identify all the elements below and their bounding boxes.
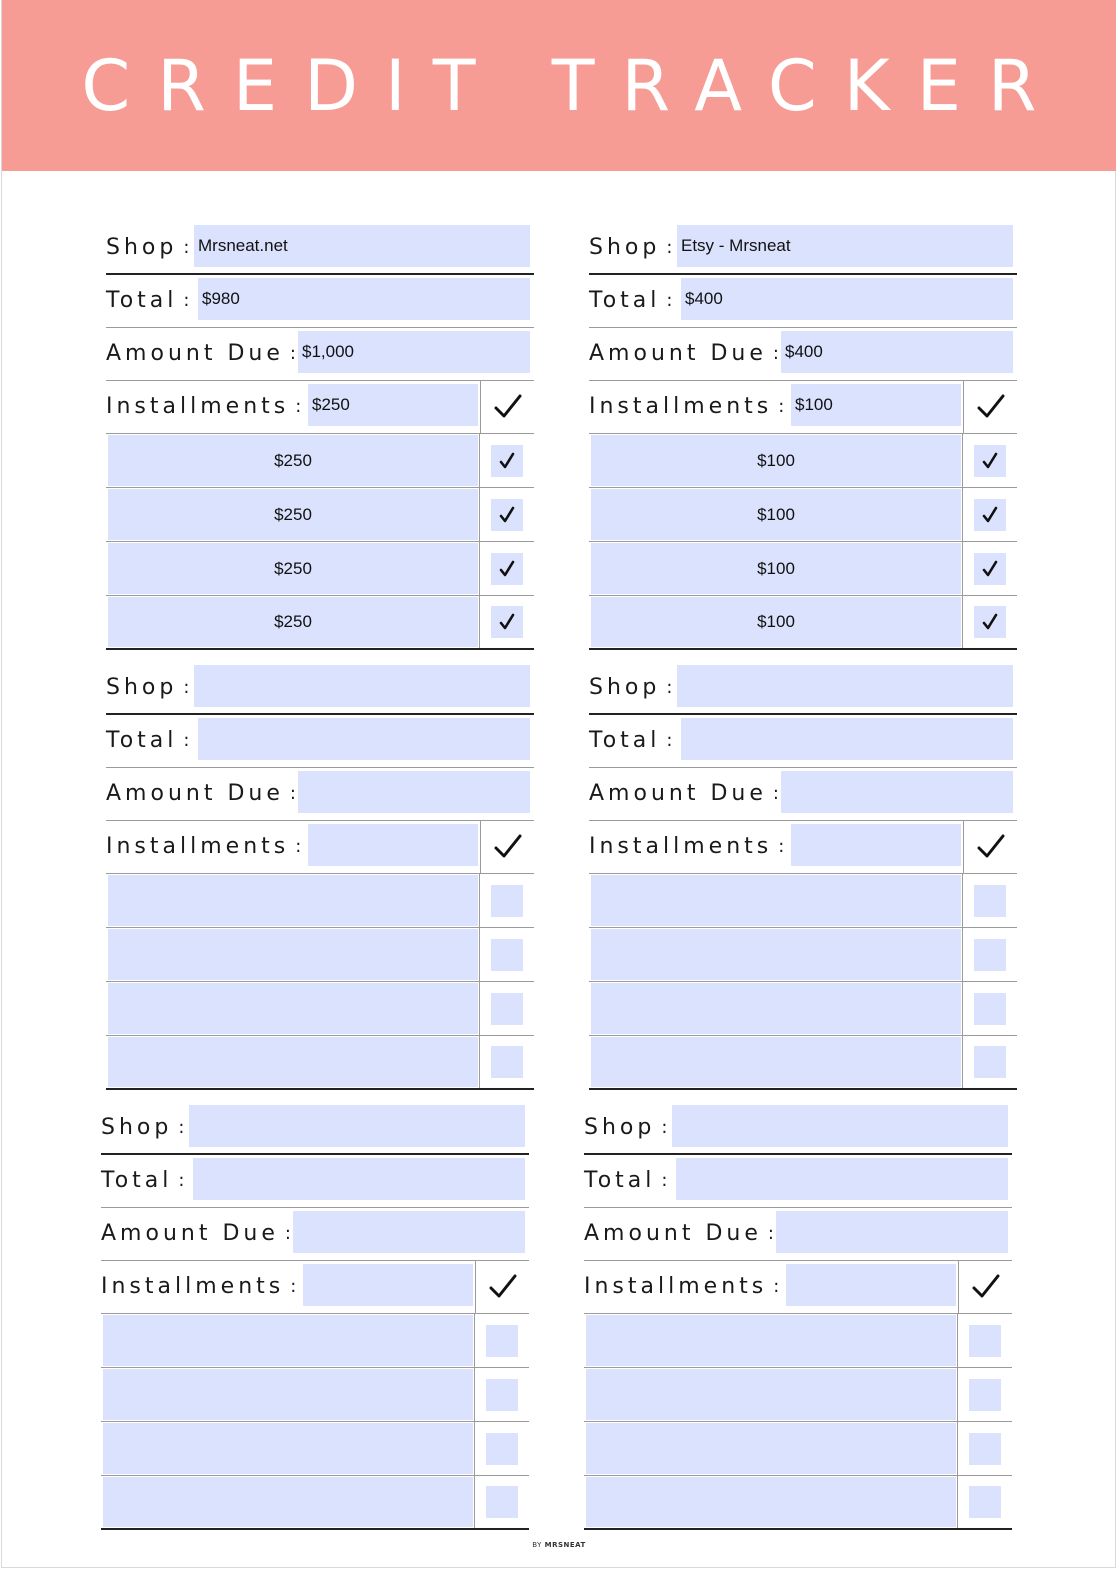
installment-row	[584, 1314, 1012, 1368]
installment-row	[101, 1422, 529, 1476]
shop-row	[584, 1102, 1012, 1155]
installment-row	[589, 928, 1017, 982]
installment-check-cell	[474, 1314, 529, 1367]
shop-label	[106, 662, 189, 713]
label-text: Total	[589, 288, 661, 313]
installment-row	[589, 488, 1017, 542]
installment-row	[101, 1314, 529, 1368]
check-header-icon	[475, 1261, 529, 1313]
paid-checkbox[interactable]	[974, 885, 1006, 917]
credit-card-block	[584, 1102, 1012, 1530]
shop-field[interactable]	[194, 665, 530, 707]
total-field[interactable]	[681, 718, 1013, 760]
installment-amount[interactable]: $250	[108, 435, 478, 486]
installment-amount[interactable]: $250	[108, 597, 478, 647]
check-icon	[498, 560, 516, 578]
amount-due-row	[106, 328, 534, 381]
label-colon: :	[773, 1276, 780, 1297]
installment-row	[589, 434, 1017, 488]
label-text: Shop	[106, 235, 178, 260]
credit-card-block	[101, 1102, 529, 1530]
label-colon: :	[666, 677, 673, 698]
label-colon: :	[183, 730, 190, 751]
label-text: Shop	[101, 1115, 173, 1140]
label-text: Installments	[106, 394, 290, 419]
check-header-icon	[963, 381, 1017, 433]
credit-card-block	[106, 222, 534, 650]
installment-check-cell	[479, 982, 534, 1035]
shop-label	[101, 1102, 184, 1153]
installments-label	[589, 381, 784, 432]
label-text: Total	[101, 1168, 173, 1193]
label-text: Installments	[589, 394, 773, 419]
shop-row	[106, 222, 534, 275]
check-icon	[498, 452, 516, 470]
shop-field[interactable]	[189, 1105, 525, 1147]
total-label	[589, 275, 672, 326]
label-colon: :	[178, 1170, 185, 1191]
installments-field[interactable]	[791, 824, 961, 866]
total-row	[101, 1155, 529, 1208]
installment-check-cell	[962, 1036, 1017, 1088]
shop-label	[106, 222, 189, 273]
installment-amount[interactable]	[108, 1037, 478, 1087]
installment-check-cell	[479, 874, 534, 927]
label-text: Shop	[589, 675, 661, 700]
paid-checkbox[interactable]	[491, 499, 523, 531]
total-row	[589, 275, 1017, 328]
installment-row	[101, 1476, 529, 1530]
installment-amount[interactable]: $100	[591, 543, 961, 594]
amount-due-field[interactable]	[293, 1211, 525, 1253]
label-colon: :	[772, 343, 779, 364]
installment-check-cell	[474, 1476, 529, 1528]
label-text: Shop	[584, 1115, 656, 1140]
total-label	[589, 715, 672, 766]
installment-check-cell	[479, 542, 534, 595]
total-label	[106, 715, 189, 766]
label-text: Amount Due	[589, 341, 767, 366]
installments-row	[589, 821, 1017, 874]
installment-amount[interactable]	[108, 929, 478, 980]
paid-checkbox[interactable]	[969, 1325, 1001, 1357]
check-header-icon	[963, 821, 1017, 873]
installment-check-cell	[479, 596, 534, 648]
label-text: Shop	[589, 235, 661, 260]
shop-label	[584, 1102, 667, 1153]
amount-due-label	[589, 768, 779, 819]
installment-row	[589, 542, 1017, 596]
installments-label	[106, 381, 301, 432]
installment-amount[interactable]	[103, 1423, 473, 1474]
installment-check-cell	[957, 1422, 1012, 1475]
shop-field[interactable]: Mrsneat.net	[194, 225, 530, 267]
total-label	[584, 1155, 667, 1206]
amount-due-row	[106, 768, 534, 821]
total-row	[106, 715, 534, 768]
installment-amount[interactable]	[108, 983, 478, 1034]
label-colon: :	[183, 290, 190, 311]
total-row	[589, 715, 1017, 768]
check-icon	[498, 506, 516, 524]
installment-check-cell	[962, 874, 1017, 927]
amount-due-field[interactable]: $1,000	[298, 331, 530, 373]
check-icon	[981, 506, 999, 524]
check-header-icon	[958, 1261, 1012, 1313]
installment-row	[584, 1422, 1012, 1476]
installment-amount[interactable]	[591, 875, 961, 926]
amount-due-field[interactable]: $400	[781, 331, 1013, 373]
check-icon	[981, 452, 999, 470]
installment-check-cell	[957, 1368, 1012, 1421]
total-field[interactable]	[676, 1158, 1008, 1200]
installments-row	[584, 1261, 1012, 1314]
paid-checkbox[interactable]	[974, 1046, 1006, 1078]
installment-amount[interactable]	[103, 1477, 473, 1527]
total-field[interactable]: $400	[681, 278, 1013, 320]
installments-row	[101, 1261, 529, 1314]
installment-row	[106, 874, 534, 928]
installment-amount[interactable]: $100	[591, 435, 961, 486]
installment-amount[interactable]	[586, 1423, 956, 1474]
paid-checkbox[interactable]	[491, 445, 523, 477]
paid-checkbox[interactable]	[974, 939, 1006, 971]
paid-checkbox[interactable]	[969, 1379, 1001, 1411]
label-text: Installments	[584, 1274, 768, 1299]
label-colon: :	[772, 783, 779, 804]
installments-label	[589, 821, 784, 872]
paid-checkbox[interactable]	[491, 993, 523, 1025]
label-colon: :	[778, 396, 785, 417]
label-colon: :	[183, 677, 190, 698]
installments-label	[106, 821, 301, 872]
label-text: Installments	[106, 834, 290, 859]
amount-due-row	[101, 1208, 529, 1261]
total-label	[106, 275, 189, 326]
installment-amount[interactable]	[591, 929, 961, 980]
footer-by: BY	[532, 1541, 542, 1549]
paid-checkbox[interactable]	[486, 1325, 518, 1357]
paid-checkbox[interactable]	[491, 939, 523, 971]
installment-row	[584, 1476, 1012, 1530]
label-colon: :	[666, 290, 673, 311]
paid-checkbox[interactable]	[969, 1486, 1001, 1518]
installment-check-cell	[962, 542, 1017, 595]
label-colon: :	[289, 343, 296, 364]
installments-field[interactable]	[303, 1264, 473, 1306]
credit-card-block	[589, 222, 1017, 650]
amount-due-field[interactable]	[781, 771, 1013, 813]
installment-row	[106, 928, 534, 982]
installment-amount[interactable]: $250	[108, 543, 478, 594]
check-header-icon	[480, 821, 534, 873]
installments-row	[106, 381, 534, 434]
installment-amount[interactable]	[586, 1369, 956, 1420]
installment-check-cell	[962, 982, 1017, 1035]
paid-checkbox[interactable]	[486, 1433, 518, 1465]
installment-check-cell	[957, 1476, 1012, 1528]
label-text: Amount Due	[106, 341, 284, 366]
installments-field[interactable]: $250	[308, 384, 478, 426]
installment-check-cell	[479, 928, 534, 981]
label-text: Installments	[589, 834, 773, 859]
installments-row	[589, 381, 1017, 434]
label-colon: :	[290, 1276, 297, 1297]
shop-label	[589, 662, 672, 713]
amount-due-label	[589, 328, 779, 379]
installment-check-cell	[479, 1036, 534, 1088]
label-colon: :	[295, 836, 302, 857]
footer-credit	[0, 1541, 1118, 1549]
installment-check-cell	[474, 1422, 529, 1475]
label-text: Amount Due	[584, 1221, 762, 1246]
shop-label	[589, 222, 672, 273]
page-title: CREDIT TRACKER	[81, 44, 1064, 127]
installments-row	[106, 821, 534, 874]
installments-field[interactable]: $100	[791, 384, 961, 426]
paid-checkbox[interactable]	[974, 553, 1006, 585]
label-colon: :	[295, 396, 302, 417]
paid-checkbox[interactable]	[491, 553, 523, 585]
amount-due-label	[101, 1208, 291, 1259]
label-colon: :	[284, 1223, 291, 1244]
label-text: Installments	[101, 1274, 285, 1299]
paid-checkbox[interactable]	[491, 606, 523, 638]
label-text: Amount Due	[589, 781, 767, 806]
installment-check-cell	[962, 434, 1017, 487]
label-text: Amount Due	[101, 1221, 279, 1246]
amount-due-label	[584, 1208, 774, 1259]
label-text: Shop	[106, 675, 178, 700]
amount-due-label	[106, 768, 296, 819]
shop-field[interactable]	[677, 665, 1013, 707]
footer-brand: MRSNEAT	[544, 1541, 586, 1549]
check-icon	[498, 613, 516, 631]
paid-checkbox[interactable]	[486, 1379, 518, 1411]
installment-row	[589, 596, 1017, 650]
installments-label	[101, 1261, 296, 1312]
label-colon: :	[178, 1117, 185, 1138]
label-colon: :	[661, 1117, 668, 1138]
label-colon: :	[778, 836, 785, 857]
amount-due-row	[589, 328, 1017, 381]
label-text: Total	[106, 728, 178, 753]
paid-checkbox[interactable]	[974, 993, 1006, 1025]
paid-checkbox[interactable]	[486, 1486, 518, 1518]
installment-row	[106, 542, 534, 596]
installment-row	[106, 488, 534, 542]
installment-row	[589, 874, 1017, 928]
check-icon	[981, 613, 999, 631]
installment-row	[106, 1036, 534, 1090]
label-colon: :	[183, 237, 190, 258]
installment-check-cell	[479, 434, 534, 487]
installment-row	[106, 434, 534, 488]
paid-checkbox[interactable]	[974, 499, 1006, 531]
total-field[interactable]	[193, 1158, 525, 1200]
total-field[interactable]	[198, 718, 530, 760]
shop-row	[101, 1102, 529, 1155]
total-label	[101, 1155, 184, 1206]
paid-checkbox[interactable]	[969, 1433, 1001, 1465]
label-text: Total	[589, 728, 661, 753]
installment-amount[interactable]	[108, 875, 478, 926]
credit-card-block	[106, 662, 534, 1090]
shop-field[interactable]	[672, 1105, 1008, 1147]
shop-row	[589, 662, 1017, 715]
total-field[interactable]: $980	[198, 278, 530, 320]
installment-row	[584, 1368, 1012, 1422]
installments-label	[584, 1261, 779, 1312]
installment-amount[interactable]: $250	[108, 489, 478, 540]
installments-field[interactable]	[786, 1264, 956, 1306]
installment-row	[101, 1368, 529, 1422]
paid-checkbox[interactable]	[974, 445, 1006, 477]
installment-row	[106, 982, 534, 1036]
installment-check-cell	[962, 596, 1017, 648]
check-icon	[981, 560, 999, 578]
installment-check-cell	[962, 488, 1017, 541]
installment-amount[interactable]	[591, 1037, 961, 1087]
amount-due-row	[589, 768, 1017, 821]
installment-amount[interactable]: $100	[591, 489, 961, 540]
label-text: Total	[106, 288, 178, 313]
total-row	[584, 1155, 1012, 1208]
installment-amount[interactable]	[103, 1369, 473, 1420]
credit-card-block	[589, 662, 1017, 1090]
installment-amount[interactable]	[103, 1315, 473, 1366]
label-text: Amount Due	[106, 781, 284, 806]
installment-check-cell	[962, 928, 1017, 981]
paid-checkbox[interactable]	[491, 885, 523, 917]
total-row	[106, 275, 534, 328]
amount-due-label	[106, 328, 296, 379]
amount-due-row	[584, 1208, 1012, 1261]
installment-amount[interactable]	[586, 1477, 956, 1527]
label-colon: :	[289, 783, 296, 804]
installment-row	[106, 596, 534, 650]
header-banner	[2, 0, 1116, 171]
installment-amount[interactable]	[591, 983, 961, 1034]
label-colon: :	[661, 1170, 668, 1191]
installment-row	[589, 1036, 1017, 1090]
amount-due-field[interactable]	[776, 1211, 1008, 1253]
paid-checkbox[interactable]	[974, 606, 1006, 638]
installments-field[interactable]	[308, 824, 478, 866]
amount-due-field[interactable]	[298, 771, 530, 813]
shop-field[interactable]: Etsy - Mrsneat	[677, 225, 1013, 267]
installment-check-cell	[957, 1314, 1012, 1367]
label-colon: :	[666, 730, 673, 751]
paid-checkbox[interactable]	[491, 1046, 523, 1078]
label-colon: :	[767, 1223, 774, 1244]
installment-check-cell	[479, 488, 534, 541]
shop-row	[106, 662, 534, 715]
shop-row	[589, 222, 1017, 275]
installment-amount[interactable]: $100	[591, 597, 961, 647]
installment-row	[589, 982, 1017, 1036]
installment-check-cell	[474, 1368, 529, 1421]
check-header-icon	[480, 381, 534, 433]
label-text: Total	[584, 1168, 656, 1193]
installment-amount[interactable]	[586, 1315, 956, 1366]
label-colon: :	[666, 237, 673, 258]
